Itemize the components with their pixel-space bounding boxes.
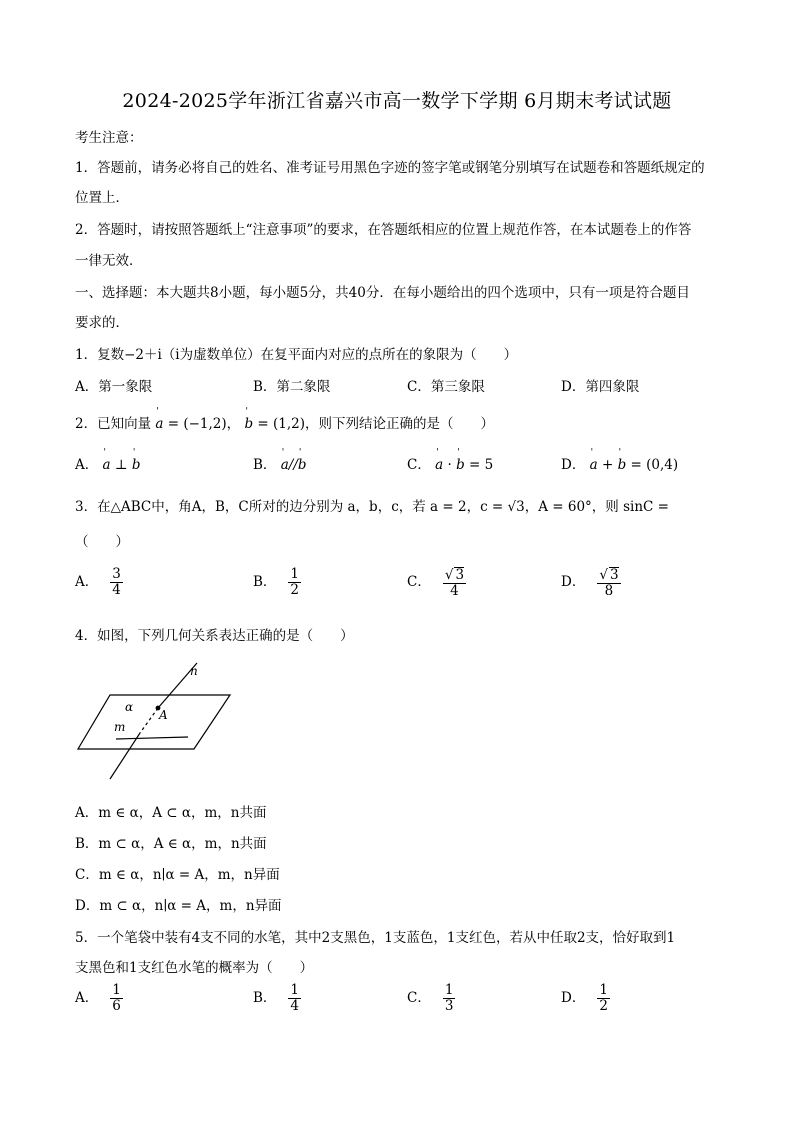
label-a: A	[159, 708, 168, 722]
line-n-lower	[110, 733, 140, 779]
q5-option-a: A． $\frac{1}{6}$	[75, 982, 121, 1014]
q2-stem	[75, 412, 494, 432]
q3-stem-cont: （ ）	[75, 534, 129, 550]
q3-option-d: D． $\frac{√ 3}{8}$	[561, 567, 619, 599]
notice-line-4: 一律无效．	[75, 253, 143, 269]
q5-stem: 5．一个笔袋中装有4支不同的水笔，其中2支黑色，1支蓝色，1支红色，若从中任取2支，恰好取到1	[75, 930, 676, 946]
q4-geometry-figure	[70, 655, 240, 785]
q1-option-c: C．第三象限	[407, 379, 485, 395]
line-m	[116, 737, 188, 739]
q1-stem: 1．复数−2＋i（i为虚数单位）在复平面内对应的点所在的象限为（ ）	[75, 347, 518, 363]
q5-stem-cont: 支黑色和1支红色水笔的概率为（ ）	[75, 960, 314, 976]
q3-option-a: A． $\frac{3}{4}$	[75, 566, 121, 598]
notice-line-3: 2．答题时，请按照答题纸上“注意事项”的要求，在答题纸相应的位置上规范作答，在本试题卷上的作答	[75, 222, 692, 238]
label-n: n	[190, 664, 198, 678]
label-m: m	[114, 720, 126, 734]
q5-option-c: C． $\frac{1}{3}$	[407, 982, 454, 1014]
q2-option-d: D． ' a + ' b = (0,4)	[561, 453, 678, 473]
q3-option-c: C． $\frac{√ 3}{4}$	[407, 567, 465, 599]
q5-option-d: D． $\frac{1}{2}$	[561, 982, 608, 1014]
q3-option-b: B． $\frac{1}{2}$	[253, 566, 300, 598]
q2-option-b: B． ' a//' b	[253, 453, 307, 473]
q4-option-c: C．m ∈ α，n∣α = A，m，n异面	[75, 867, 280, 883]
section-heading: 一、选择题：本大题共8小题，每小题5分，共40分．在每小题给出的四个选项中，只有一项是符合题目	[75, 285, 690, 301]
q1-option-b: B．第二象限	[253, 379, 331, 395]
section-heading-cont: 要求的．	[75, 315, 129, 331]
plane-alpha	[78, 695, 230, 749]
vector-a: a	[155, 416, 164, 432]
vector-b: b	[244, 416, 254, 432]
q2-stem-prefix: 2．已知向量	[75, 416, 152, 432]
q4-option-a: A．m ∈ α，A ⊂ α，m，n共面	[75, 805, 267, 821]
q3-stem: 3．在△ABC中，角A，B，C所对的边分别为 a，b，c，若 a = 2，c = √3，A = 60°，则 sinC =	[75, 499, 669, 515]
q2-option-c: C． ' a · ' b = 5	[407, 453, 493, 473]
q4-option-d: D．m ⊂ α，n∣α = A，m，n异面	[75, 898, 282, 914]
notice-heading: 考生注意：	[75, 130, 143, 146]
q2-option-a: A． ' a ⊥ ' b	[75, 453, 141, 473]
q1-option-a: A．第一象限	[75, 379, 153, 395]
notice-line-2: 位置上．	[75, 190, 129, 206]
q5-option-b: B． $\frac{1}{4}$	[253, 982, 300, 1014]
page-title: 2024-2025学年浙江省嘉兴市高一数学下学期 6月期末考试试题	[122, 90, 672, 112]
vector-b-value: = (1,2)，则下列结论正确的是（ ）	[257, 416, 495, 432]
notice-line-1: 1．答题前，请务必将自己的姓名、准考证号用黑色字迹的签字笔或钢笔分别填写在试题卷和答题纸规定的	[75, 160, 705, 176]
q1-option-d: D．第四象限	[561, 379, 640, 395]
vector-a-value: = (−1,2)，	[167, 416, 241, 432]
q4-stem: 4．如图，下列几何关系表达正确的是（ ）	[75, 628, 354, 644]
label-alpha: α	[125, 700, 134, 714]
q4-option-b: B．m ⊂ α，A ∈ α，m，n共面	[75, 836, 267, 852]
line-n-hidden	[140, 708, 158, 733]
